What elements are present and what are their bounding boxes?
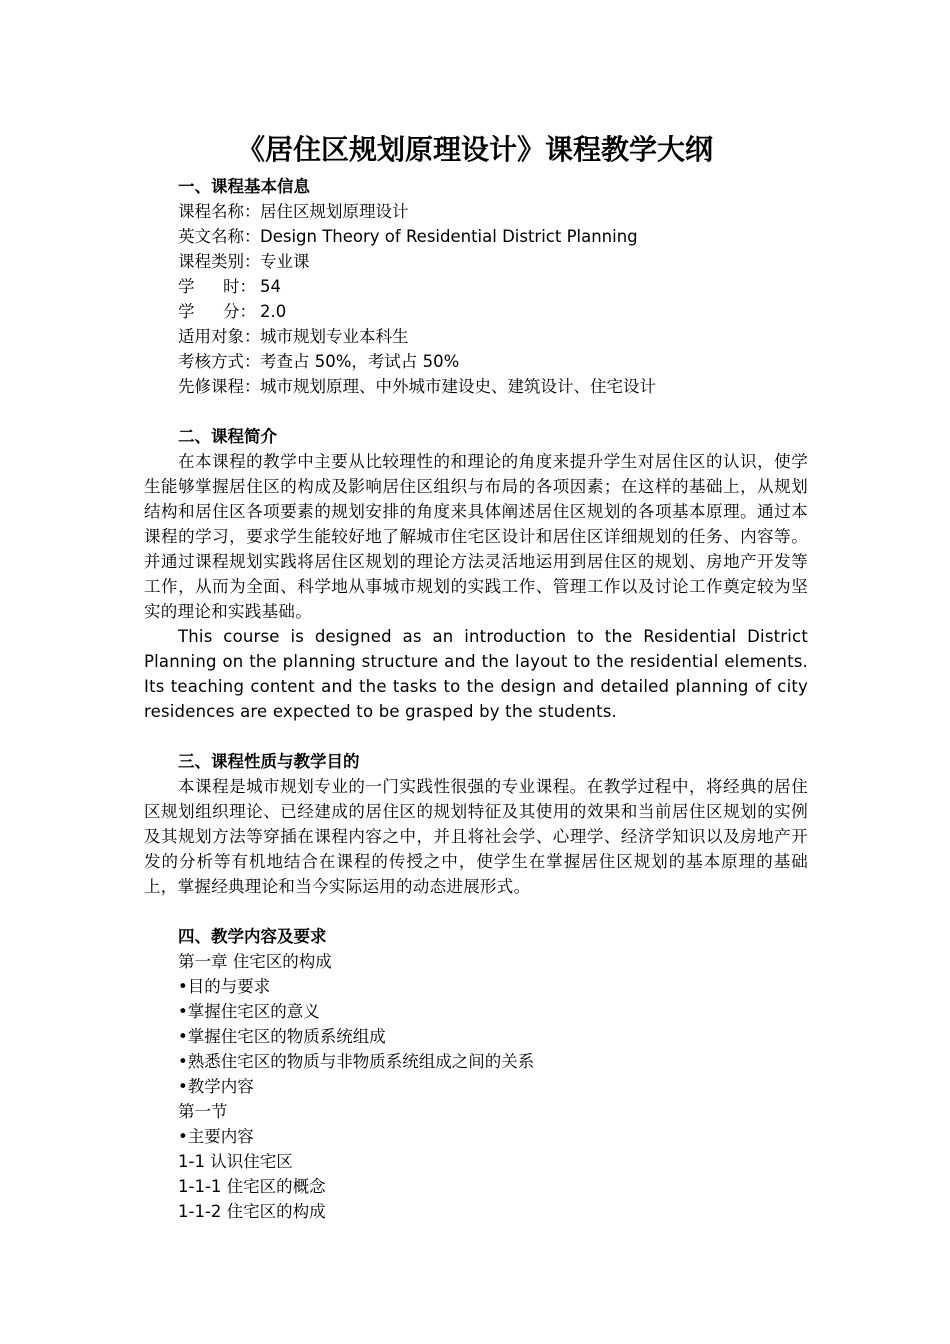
content-line: 1-1-1 住宅区的概念 [178, 1177, 326, 1196]
course-name-value: 居住区规划原理设计 [260, 202, 409, 221]
credits-row [144, 299, 808, 324]
credits-label-a: 学 [178, 302, 195, 321]
hours-value: 54 [260, 277, 281, 296]
content-line: 1-1 认识住宅区 [178, 1152, 293, 1171]
hours-row [144, 274, 808, 299]
section-heading-intro: 二、课程简介 [178, 427, 277, 446]
hours-label-b: 时： [223, 277, 256, 296]
category-row [144, 249, 808, 274]
credits-label-b: 分： [223, 302, 256, 321]
section-heading-nature: 三、课程性质与教学目的 [178, 752, 360, 771]
credits-value: 2.0 [260, 302, 287, 321]
audience-row [144, 324, 808, 349]
hours-label-a: 学 [178, 277, 195, 296]
intro-paragraph-cn: 在本课程的教学中主要从比较理性的和理论的角度来提升学生对居住区的认识，使学生能够掌握居住区的构成及影响居住区组织与布局的各项因素；在这样的基础上，从规划结构和居住区各项要素的规划安排的角度来具体阐述居住区规划的各项基本原理。通过本课程的学习，要求学生能较好地了解城市住宅区设计和居住区详细规划的任务、内容等。并通过课程规划实践将居住区规划的理论方法灵活地运用到居住区的规划、房地产开发等工作，从而为全面、科学地从事城市规划的实践工作、管理工作以及讨论工作奠定较为坚实的理论和实践基础。 [144, 452, 808, 621]
audience-value: 城市规划专业本科生 [260, 327, 409, 346]
content-line: •熟悉住宅区的物质与非物质系统组成之间的关系 [178, 1052, 535, 1071]
section-spacer [144, 899, 808, 924]
prereq-row [144, 374, 808, 399]
english-name-label: 英文名称： [178, 227, 261, 246]
assessment-value: 考查占 50%，考试占 50% [260, 352, 460, 371]
course-name-label: 课程名称： [178, 202, 261, 221]
section-spacer [144, 724, 808, 749]
category-value: 专业课 [260, 252, 310, 271]
prereq-label: 先修课程： [178, 377, 261, 396]
section-heading-basic-info: 一、课程基本信息 [178, 177, 310, 196]
content-line: •教学内容 [178, 1077, 254, 1096]
content-line: •主要内容 [178, 1127, 254, 1146]
prereq-value: 城市规划原理、中外城市建设史、建筑设计、住宅设计 [260, 377, 656, 396]
credits-label [178, 299, 260, 324]
content-line: •掌握住宅区的意义 [178, 1002, 320, 1021]
audience-label: 适用对象： [178, 327, 261, 346]
hours-label [178, 274, 260, 299]
assessment-label: 考核方式： [178, 352, 261, 371]
document-body [144, 174, 808, 1224]
section-spacer [144, 399, 808, 424]
section-heading-content: 四、教学内容及要求 [178, 927, 327, 946]
content-line: •目的与要求 [178, 977, 271, 996]
content-line: 第一章 住宅区的构成 [178, 952, 332, 971]
category-label: 课程类别： [178, 252, 261, 271]
content-line: 第一节 [178, 1102, 228, 1121]
english-name-row [144, 224, 808, 249]
intro-paragraph-en: This course is designed as an introduction to the Residential District Planning on the planning structure and the layout to the residential elements. Its teaching content and the tasks to the design and detailed planning of city residences are expected to be grasped by the students. [144, 627, 808, 721]
document-title: 《居住区规划原理设计》课程教学大纲 [236, 133, 713, 166]
nature-paragraph: 本课程是城市规划专业的一门实践性很强的专业课程。在教学过程中，将经典的居住区规划组织理论、已经建成的居住区的规划特征及其使用的效果和当前居住区规划的实例及其规划方法等穿插在课程内容之中，并且将社会学、心理学、经济学知识以及房地产开发的分析等有机地结合在课程的传授之中，使学生在掌握居住区规划的基本原理的基础上，掌握经典理论和当今实际运用的动态进展形式。 [144, 777, 808, 896]
assessment-row [144, 349, 808, 374]
course-name-row [144, 199, 808, 224]
content-line: 1-1-2 住宅区的构成 [178, 1202, 326, 1221]
content-line: •掌握住宅区的物质系统组成 [178, 1027, 386, 1046]
english-name-value: Design Theory of Residential District Planning [260, 227, 638, 246]
